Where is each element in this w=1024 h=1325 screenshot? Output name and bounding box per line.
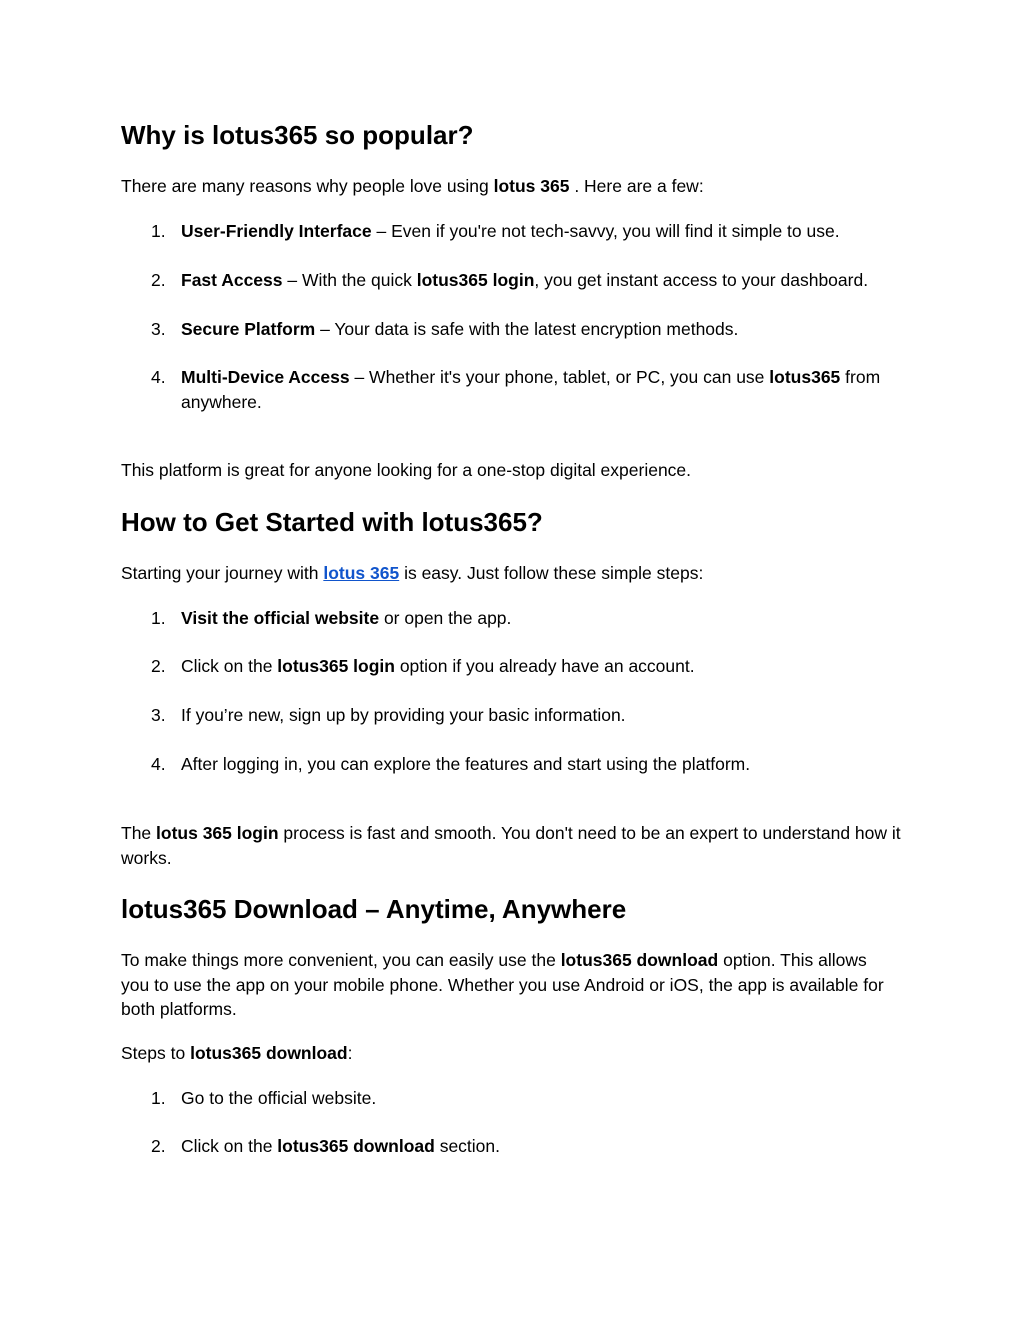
section3-intro: To make things more convenient, you can easily use the lotus365 download option. This allows you to use the app on your mobile phone. Whether you use Android or iOS, the app is available for both platforms. [121,950,884,1019]
list-number: 1. [151,608,166,628]
list-item-text: Secure Platform – Your data is safe with the latest encryption methods. [181,319,739,339]
list-number: 4. [151,367,166,387]
list-item-text: Click on the lotus365 download section. [181,1136,501,1156]
section3-steps-intro: Steps to lotus365 download: [121,1043,353,1063]
list-number: 1. [151,1088,166,1108]
section2-outro: The lotus 365 login process is fast and smooth. You don't need to be an expert to understand how it works. [121,823,901,868]
section1-outro: This platform is great for anyone looking for a one-stop digital experience. [121,460,692,480]
lotus-365-link[interactable]: lotus 365 [323,563,400,583]
list-number: 3. [151,705,166,725]
list-item-text: User-Friendly Interface – Even if you're not tech-savvy, you will find it simple to use. [181,221,840,241]
list-number: 2. [151,1136,166,1156]
list-item-text: After logging in, you can explore the features and start using the platform. [181,754,751,774]
list-number: 1. [151,221,166,241]
section2-intro: Starting your journey with lotus 365 is easy. Just follow these simple steps: [121,563,704,583]
list-item-text: Go to the official website. [181,1088,377,1108]
list-number: 2. [151,270,166,290]
list-number: 4. [151,754,166,774]
list-item-text: If you’re new, sign up by providing your basic information. [181,705,626,725]
heading-why-popular: Why is lotus365 so popular? [121,120,474,150]
list-item-text: Fast Access – With the quick lotus365 login, you get instant access to your dashboard. [181,270,869,290]
list-number: 3. [151,319,166,339]
list-number: 2. [151,656,166,676]
section1-intro: There are many reasons why people love using lotus 365 . Here are a few: [121,176,704,196]
heading-download: lotus365 Download – Anytime, Anywhere [121,894,627,924]
heading-get-started: How to Get Started with lotus365? [121,507,543,537]
list-item-text: Click on the lotus365 login option if you already have an account. [181,656,695,676]
bold-lotus-365: lotus 365 [493,176,570,196]
list-item-text: Multi-Device Access – Whether it's your phone, tablet, or PC, you can use lotus365 from anywhere. [181,367,881,412]
list-item-text: Visit the official website or open the app. [181,608,512,628]
